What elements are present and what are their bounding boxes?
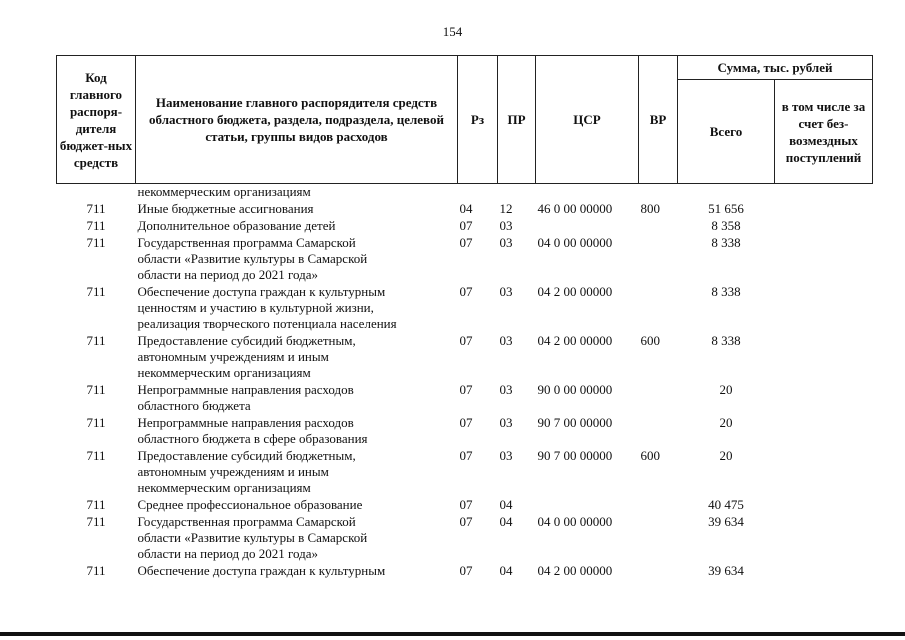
row-name-line: Непрограммные направления расходов xyxy=(137,415,354,430)
row-rz: 07 xyxy=(459,235,473,250)
row-pr: 03 xyxy=(499,333,513,348)
row-grants xyxy=(775,382,873,415)
row-code: 711 xyxy=(86,448,106,463)
row-vr xyxy=(639,218,678,235)
row-code: 711 xyxy=(86,333,106,348)
row-name-line: некоммерческим организациям xyxy=(137,184,311,199)
row-name xyxy=(136,184,458,202)
table-row xyxy=(57,448,873,497)
row-name-line: области «Развитие культуры в Самарской xyxy=(137,530,368,545)
row-total: 20 xyxy=(719,415,733,430)
row-code xyxy=(57,184,136,202)
table-row xyxy=(57,514,873,563)
header-csr: ЦСР xyxy=(536,56,639,184)
row-vr xyxy=(639,497,678,514)
table-row xyxy=(57,201,873,218)
row-rz xyxy=(458,184,498,202)
row-vr xyxy=(639,382,678,415)
row-total: 51 656 xyxy=(708,201,744,216)
row-name xyxy=(136,415,458,448)
row-code: 711 xyxy=(86,563,106,578)
table-body xyxy=(57,184,873,581)
header-sum: Сумма, тыс. рублей xyxy=(678,56,873,80)
row-name-line: Предоставление субсидий бюджетным, xyxy=(137,448,356,463)
row-total: 20 xyxy=(719,448,733,463)
row-name-line: автономным учреждениям и иным xyxy=(137,349,329,364)
row-vr xyxy=(639,184,678,202)
row-grants xyxy=(775,201,873,218)
row-grants xyxy=(775,184,873,202)
table-row xyxy=(57,235,873,284)
row-grants xyxy=(775,235,873,284)
row-pr: 04 xyxy=(499,514,513,529)
row-name-line: Предоставление субсидий бюджетным, xyxy=(137,333,356,348)
row-csr xyxy=(536,497,639,514)
row-name xyxy=(136,448,458,497)
row-pr: 12 xyxy=(499,201,513,216)
table-row xyxy=(57,563,873,580)
row-code: 711 xyxy=(86,415,106,430)
row-name xyxy=(136,201,458,218)
row-grants xyxy=(775,563,873,580)
bottom-rule xyxy=(0,632,905,636)
row-vr xyxy=(639,235,678,284)
row-vr xyxy=(639,514,678,563)
row-name xyxy=(136,382,458,415)
table-row xyxy=(57,382,873,415)
row-grants xyxy=(775,284,873,333)
row-total: 8 338 xyxy=(711,235,741,250)
row-code: 711 xyxy=(86,201,106,216)
row-grants xyxy=(775,448,873,497)
row-rz: 07 xyxy=(459,563,473,578)
row-pr: 03 xyxy=(499,218,513,233)
row-name-line: Иные бюджетные ассигнования xyxy=(137,201,314,216)
row-rz: 07 xyxy=(459,448,473,463)
row-name-line: автономным учреждениям и иным xyxy=(137,464,329,479)
row-name-line: Обеспечение доступа граждан к культурным xyxy=(137,563,386,578)
row-name xyxy=(136,497,458,514)
header-grants: в том числе за счет без-возмездных поступлений xyxy=(775,80,873,184)
row-name xyxy=(136,284,458,333)
row-name-line: Обеспечение доступа граждан к культурным xyxy=(137,284,386,299)
row-name-line: Государственная программа Самарской xyxy=(137,235,356,250)
row-name xyxy=(136,333,458,382)
row-code: 711 xyxy=(86,218,106,233)
row-grants xyxy=(775,218,873,235)
row-csr xyxy=(536,218,639,235)
row-grants xyxy=(775,415,873,448)
row-grants xyxy=(775,514,873,563)
row-name-line: некоммерческим организациям xyxy=(137,480,311,495)
header-rz: Рз xyxy=(458,56,498,184)
table-row xyxy=(57,218,873,235)
row-rz: 04 xyxy=(459,201,473,216)
row-total xyxy=(678,184,775,202)
row-total: 8 358 xyxy=(711,218,741,233)
row-rz: 07 xyxy=(459,382,473,397)
row-total: 20 xyxy=(719,382,733,397)
row-total: 39 634 xyxy=(708,514,744,529)
table-row xyxy=(57,415,873,448)
row-total: 39 634 xyxy=(708,563,744,578)
table-row xyxy=(57,497,873,514)
row-rz: 07 xyxy=(459,333,473,348)
row-csr: 04 0 00 00000 xyxy=(537,235,613,250)
row-total: 8 338 xyxy=(711,284,741,299)
row-vr: 600 xyxy=(640,333,660,348)
row-name-line: реализация творческого потенциала населения xyxy=(137,316,397,331)
row-name-line: некоммерческим организациям xyxy=(137,365,311,380)
row-code: 711 xyxy=(86,382,106,397)
row-rz: 07 xyxy=(459,497,473,512)
row-name-line: Непрограммные направления расходов xyxy=(137,382,354,397)
row-csr: 90 7 00 00000 xyxy=(537,415,613,430)
row-pr: 03 xyxy=(499,382,513,397)
row-rz: 07 xyxy=(459,415,473,430)
row-name-line: ценностям и участию в культурной жизни, xyxy=(137,300,374,315)
row-csr: 90 7 00 00000 xyxy=(537,448,613,463)
row-vr: 600 xyxy=(640,448,660,463)
row-rz: 07 xyxy=(459,514,473,529)
row-vr xyxy=(639,563,678,580)
header-total: Всего xyxy=(678,80,775,184)
row-code: 711 xyxy=(86,497,106,512)
row-pr: 03 xyxy=(499,235,513,250)
row-pr: 04 xyxy=(499,563,513,578)
table-row xyxy=(57,333,873,382)
row-grants xyxy=(775,497,873,514)
row-total: 8 338 xyxy=(711,333,741,348)
row-code: 711 xyxy=(86,514,106,529)
row-pr: 03 xyxy=(499,284,513,299)
row-csr xyxy=(536,184,639,202)
row-name xyxy=(136,563,458,580)
row-name-line: областного бюджета xyxy=(137,398,251,413)
row-name-line: области «Развитие культуры в Самарской xyxy=(137,251,368,266)
row-csr: 46 0 00 00000 xyxy=(537,201,613,216)
row-name-line: области на период до 2021 года» xyxy=(137,546,318,561)
row-pr: 04 xyxy=(499,497,513,512)
row-name-line: областного бюджета в сфере образования xyxy=(137,431,368,446)
header-name: Наименование главного распорядителя средств областного бюджета, раздела, подраздела, целевой статьи, группы видов расходов xyxy=(136,56,458,184)
header-code: Код главного распоря-дителя бюджет-ных средств xyxy=(57,56,136,184)
row-pr: 03 xyxy=(499,448,513,463)
row-csr: 90 0 00 00000 xyxy=(537,382,613,397)
row-csr: 04 2 00 00000 xyxy=(537,563,613,578)
row-name-line: Дополнительное образование детей xyxy=(137,218,336,233)
row-pr xyxy=(498,184,536,202)
row-rz: 07 xyxy=(459,218,473,233)
row-grants xyxy=(775,333,873,382)
header-pr: ПР xyxy=(498,56,536,184)
row-name-line: Государственная программа Самарской xyxy=(137,514,356,529)
row-code: 711 xyxy=(86,235,106,250)
row-name xyxy=(136,514,458,563)
row-csr: 04 2 00 00000 xyxy=(537,333,613,348)
row-rz: 07 xyxy=(459,284,473,299)
row-name-line: области на период до 2021 года» xyxy=(137,267,318,282)
row-vr xyxy=(639,415,678,448)
row-name xyxy=(136,218,458,235)
table-row xyxy=(57,284,873,333)
row-code: 711 xyxy=(86,284,106,299)
header-vr: ВР xyxy=(639,56,678,184)
row-vr: 800 xyxy=(640,201,660,216)
budget-table xyxy=(56,55,873,580)
row-name xyxy=(136,235,458,284)
page-number: 154 xyxy=(442,24,463,39)
row-total: 40 475 xyxy=(708,497,744,512)
row-csr: 04 0 00 00000 xyxy=(537,514,613,529)
table-row xyxy=(57,184,873,202)
row-vr xyxy=(639,284,678,333)
row-pr: 03 xyxy=(499,415,513,430)
row-csr: 04 2 00 00000 xyxy=(537,284,613,299)
row-name-line: Среднее профессиональное образование xyxy=(137,497,363,512)
